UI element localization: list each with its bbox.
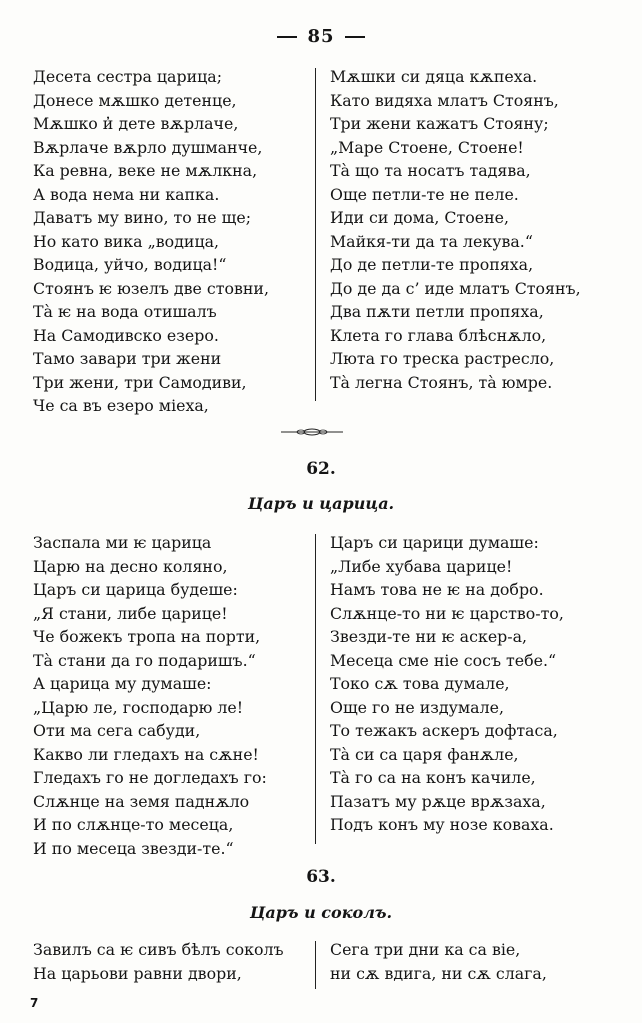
verse-line: Три жени кажатъ Стояну; [330,114,549,133]
verse-line: Царъ си царици думаше: [330,533,539,552]
verse-line: Че са въ езеро міеха, [33,396,209,415]
verse-line: Слѫнце-то ни ѥ царство-то, [330,603,564,623]
song-title-63: Царъ и соколъ. [249,903,393,922]
dash-right [345,36,365,38]
verse-line: Тà легна Стоянъ, тà юмре. [330,372,553,392]
verse-line: Стоянъ ѥ юзелъ две стовни, [33,278,269,298]
verse-line: А царица му думаше: [33,674,212,693]
verse-line: Като видяха млатъ Стоянъ, [330,90,559,110]
verse-line: Водица, уйчо, водица!“ [33,255,227,274]
verse-line: Завилъ са ѥ сивъ бѣлъ соколъ [33,940,284,959]
verse-line: Гледахъ го не догледахъ го: [33,768,267,787]
verse-line: Донесе мѫшко детенце, [33,90,237,110]
verse-line: Че божекъ тропа на порти, [33,627,261,646]
verse-line: Токо сѫ това думале, [330,674,510,693]
song62-left-column [33,531,267,860]
verse-line: Слѫнце на земя паднѫло [33,791,250,811]
verse-line: Люта го треска растресло, [330,349,555,368]
song63-left-column [33,938,284,985]
verse-line: На царьови равни двори, [33,963,242,983]
verse-line: Ка ревна, веке не мѫлкна, [33,161,258,180]
verse-line: Три жени, три Самодиви, [33,372,247,392]
verse-line: Тà що та носатъ тадява, [330,161,531,180]
verse-line: Мѫшки си дяца кѫпеха. [330,67,538,86]
verse-line: Заспала ми ѥ царица [33,533,212,552]
ornament-divider [281,427,343,437]
verse-line: Клета го глава блѣснѫло, [330,325,547,345]
poem61-left-column [33,65,269,418]
verse-line: „Маре Стоене, Стоене! [330,137,524,157]
verse-line: Още го не издумале, [330,697,504,717]
column-divider [315,68,316,401]
verse-line: „Я стани, либе царице! [33,603,228,623]
verse-line: Майкя-ти да та лекува.“ [330,231,533,251]
verse-line: Звезди-те ни ѥ аскер-а, [330,627,528,646]
verse-line: Намъ това не ѥ на добро. [330,580,544,599]
verse-line: Тамо завари три жени [33,349,222,368]
song62-right-column [330,531,564,837]
verse-line: Тà стани да го подаришъ.“ [33,650,256,670]
verse-line: „Либе хубава царице! [330,556,513,576]
verse-line: Какво ли гледахъ на сѫне! [33,744,259,764]
verse-line: Но като вика „водица, [33,231,220,251]
verse-line: Даватъ му вино, то не ще; [33,208,252,227]
verse-line: Десета сестра царица; [33,67,223,86]
page-number: 85 [0,26,642,47]
column-divider [315,534,316,844]
column-divider [315,941,316,989]
verse-line: А вода нема ни капка. [33,184,220,204]
verse-line: Тà ѥ на вода отишалъ [33,302,217,321]
verse-line: Още петли-те не пеле. [330,184,519,204]
verse-line: Пазатъ му рѫце врѫзаха, [330,791,546,811]
verse-line: До де да с’ иде млатъ Стоянъ, [330,278,581,298]
verse-line: Вѫрлаче вѫрло душманче, [33,137,263,157]
verse-line: И по слѫнце-то месеца, [33,815,234,834]
song63-right-column [330,938,547,985]
dash-left [277,36,297,38]
verse-line: „Царю ле, господарю ле! [33,697,244,717]
verse-line: Мѫшко и̓ дете вѫрлаче, [33,114,239,133]
verse-line: Два пѫти петли пропяха, [330,302,544,321]
verse-line: Иди си дома, Стоене, [330,208,510,227]
verse-line: Царю на десно коляно, [33,556,228,576]
verse-line: Оти ма сега сабуди, [33,721,201,740]
song-number-63: 63. [306,867,336,887]
signature-mark: 7 [30,996,39,1010]
verse-line: Сега три дни ка са віе, [330,940,521,959]
verse-line: Тà си са царя фанѫле, [330,744,519,764]
verse-line: ни сѫ вдига, ни сѫ слага, [330,963,547,983]
verse-line: Подъ конъ му нозе коваха. [330,815,554,834]
verse-line: На Самодивско езеро. [33,325,219,345]
verse-line: Месеца сме ніе сосъ тебе.“ [330,650,557,670]
song-number-62: 62. [306,459,336,479]
song-title-62: Царъ и царица. [247,494,395,513]
verse-line: Царъ си царица будеше: [33,580,238,599]
verse-line: До де петли-те пропяха, [330,255,534,274]
verse-line: И по месеца звезди-те.“ [33,838,234,858]
poem61-right-column [330,65,581,394]
verse-line: Тà го са на конъ качиле, [330,768,536,787]
verse-line: То тежакъ аскеръ дофтаса, [330,721,558,740]
